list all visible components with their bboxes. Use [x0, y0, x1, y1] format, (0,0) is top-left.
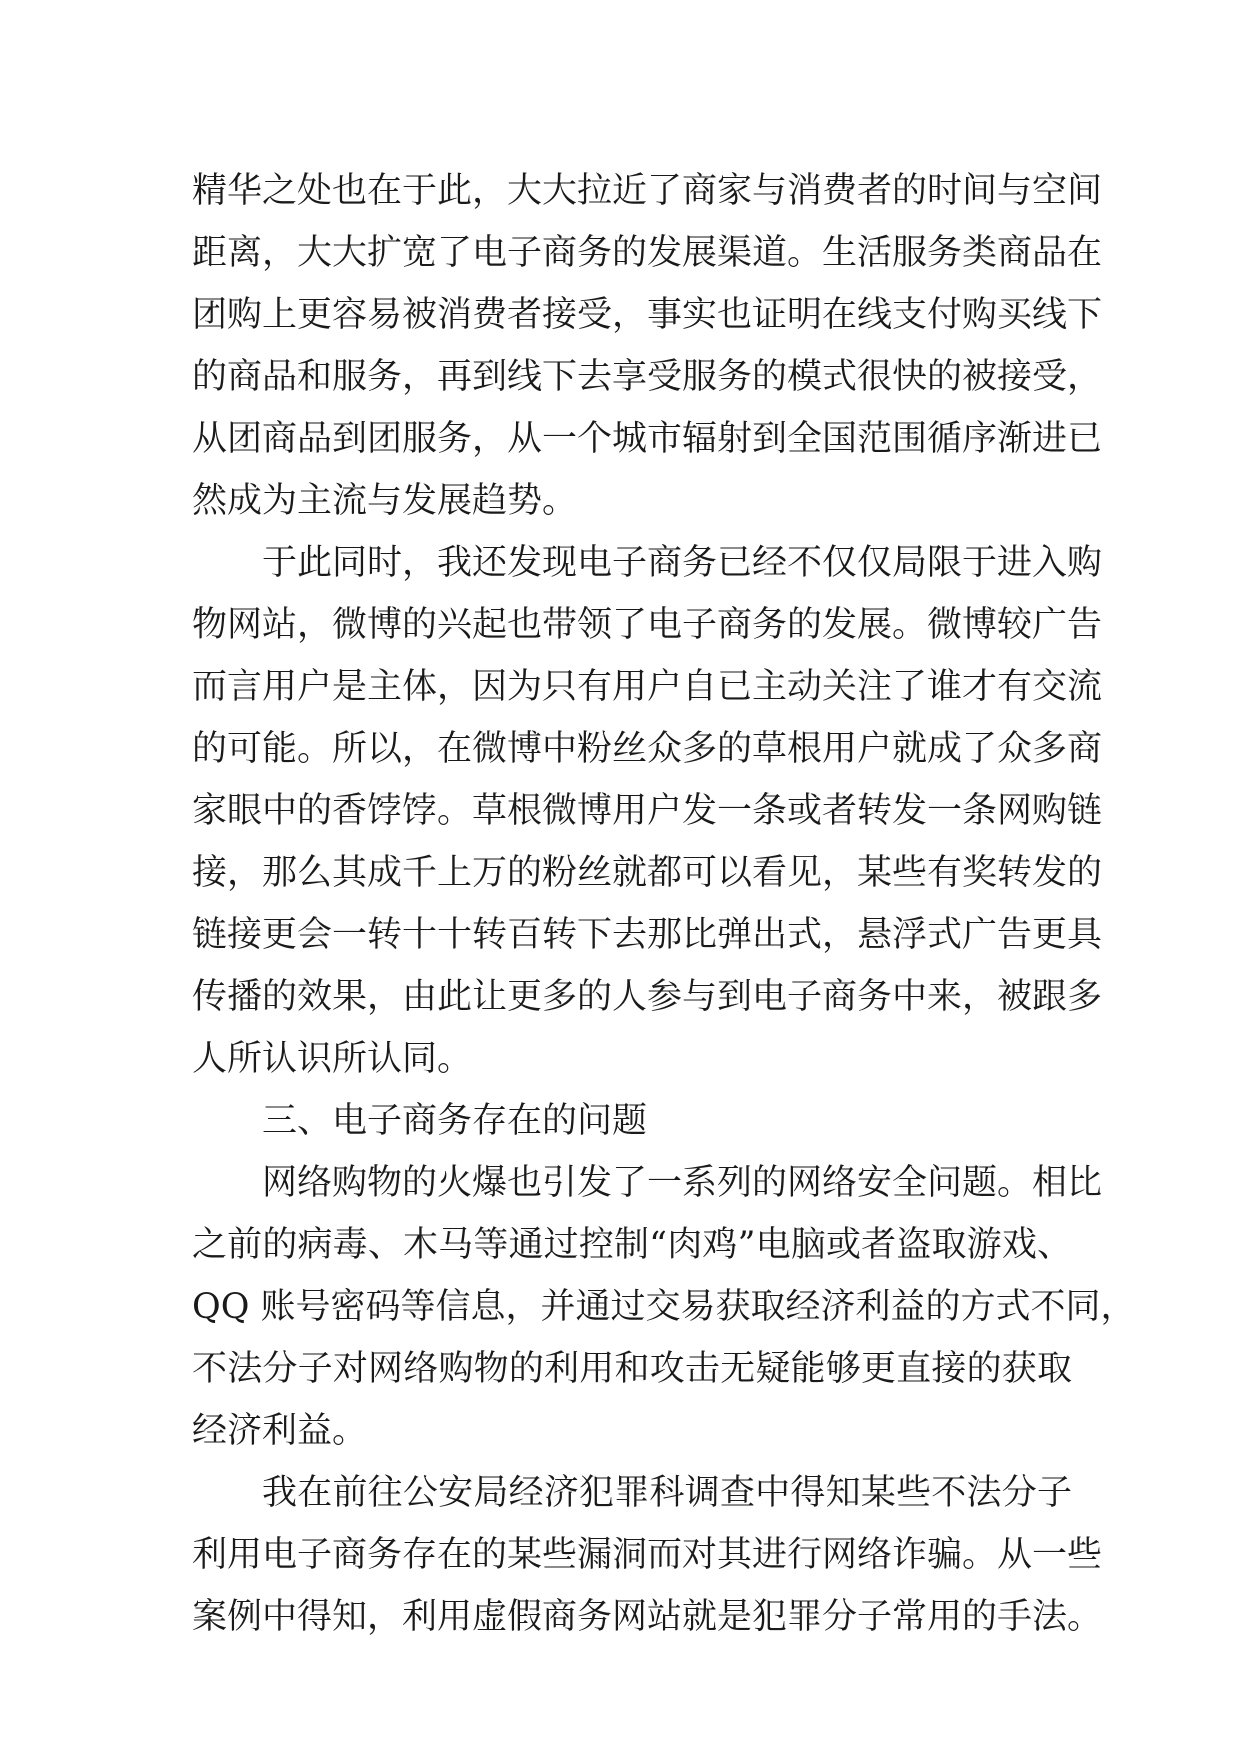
text-line: 三、电子商务存在的问题: [262, 1101, 648, 1141]
text-line: 精华之处也在于此，大大拉近了商家与消费者的时间与空间: [192, 171, 1103, 211]
text-line: 然成为主流与发展趋势。: [192, 481, 578, 521]
text-line: QQ 账号密码等信息，并通过交易获取经济利益的方式不同，: [192, 1287, 1136, 1327]
text-line: 从团商品到团服务，从一个城市辐射到全国范围循序渐进已: [192, 419, 1103, 459]
text-line: 物网站，微博的兴起也带领了电子商务的发展。微博较广告: [192, 605, 1103, 645]
text-line: 而言用户是主体，因为只有用户自已主动关注了谁才有交流: [192, 667, 1103, 707]
text-line: 家眼中的香饽饽。草根微博用户发一条或者转发一条网购链: [192, 791, 1103, 831]
text-line: 网络购物的火爆也引发了一系列的网络安全问题。相比: [262, 1163, 1103, 1203]
text-line: 经济利益。: [192, 1411, 368, 1451]
text-line: 距离，大大扩宽了电子商务的发展渠道。生活服务类商品在: [192, 233, 1103, 273]
body-text: [192, 160, 1136, 1648]
text-line: 接，那么其成千上万的粉丝就都可以看见，某些有奖转发的: [192, 853, 1103, 893]
text-line: 我在前往公安局经济犯罪科调查中得知某些不法分子: [262, 1473, 1072, 1513]
text-line: 人所认识所认同。: [192, 1039, 473, 1079]
text-line: 传播的效果，由此让更多的人参与到电子商务中来，被跟多: [192, 977, 1103, 1017]
text-line: 的可能。所以，在微博中粉丝众多的草根用户就成了众多商: [192, 729, 1103, 769]
text-line: 利用电子商务存在的某些漏洞而对其进行网络诈骗。从一些: [192, 1535, 1103, 1575]
text-line: 链接更会一转十十转百转下去那比弹出式，悬浮式广告更具: [192, 915, 1103, 955]
text-line: 的商品和服务，再到线下去享受服务的模式很快的被接受，: [192, 357, 1103, 397]
text-line: 之前的病毒、木马等通过控制“肉鸡”电脑或者盗取游戏、: [192, 1225, 1072, 1265]
text-line: 不法分子对网络购物的利用和攻击无疑能够更直接的获取: [192, 1349, 1072, 1389]
text-line: 团购上更容易被消费者接受，事实也证明在线支付购买线下: [192, 295, 1103, 335]
text-line: 案例中得知，利用虚假商务网站就是犯罪分子常用的手法。: [192, 1597, 1103, 1637]
text-line: 于此同时，我还发现电子商务已经不仅仅局限于进入购: [262, 543, 1103, 583]
